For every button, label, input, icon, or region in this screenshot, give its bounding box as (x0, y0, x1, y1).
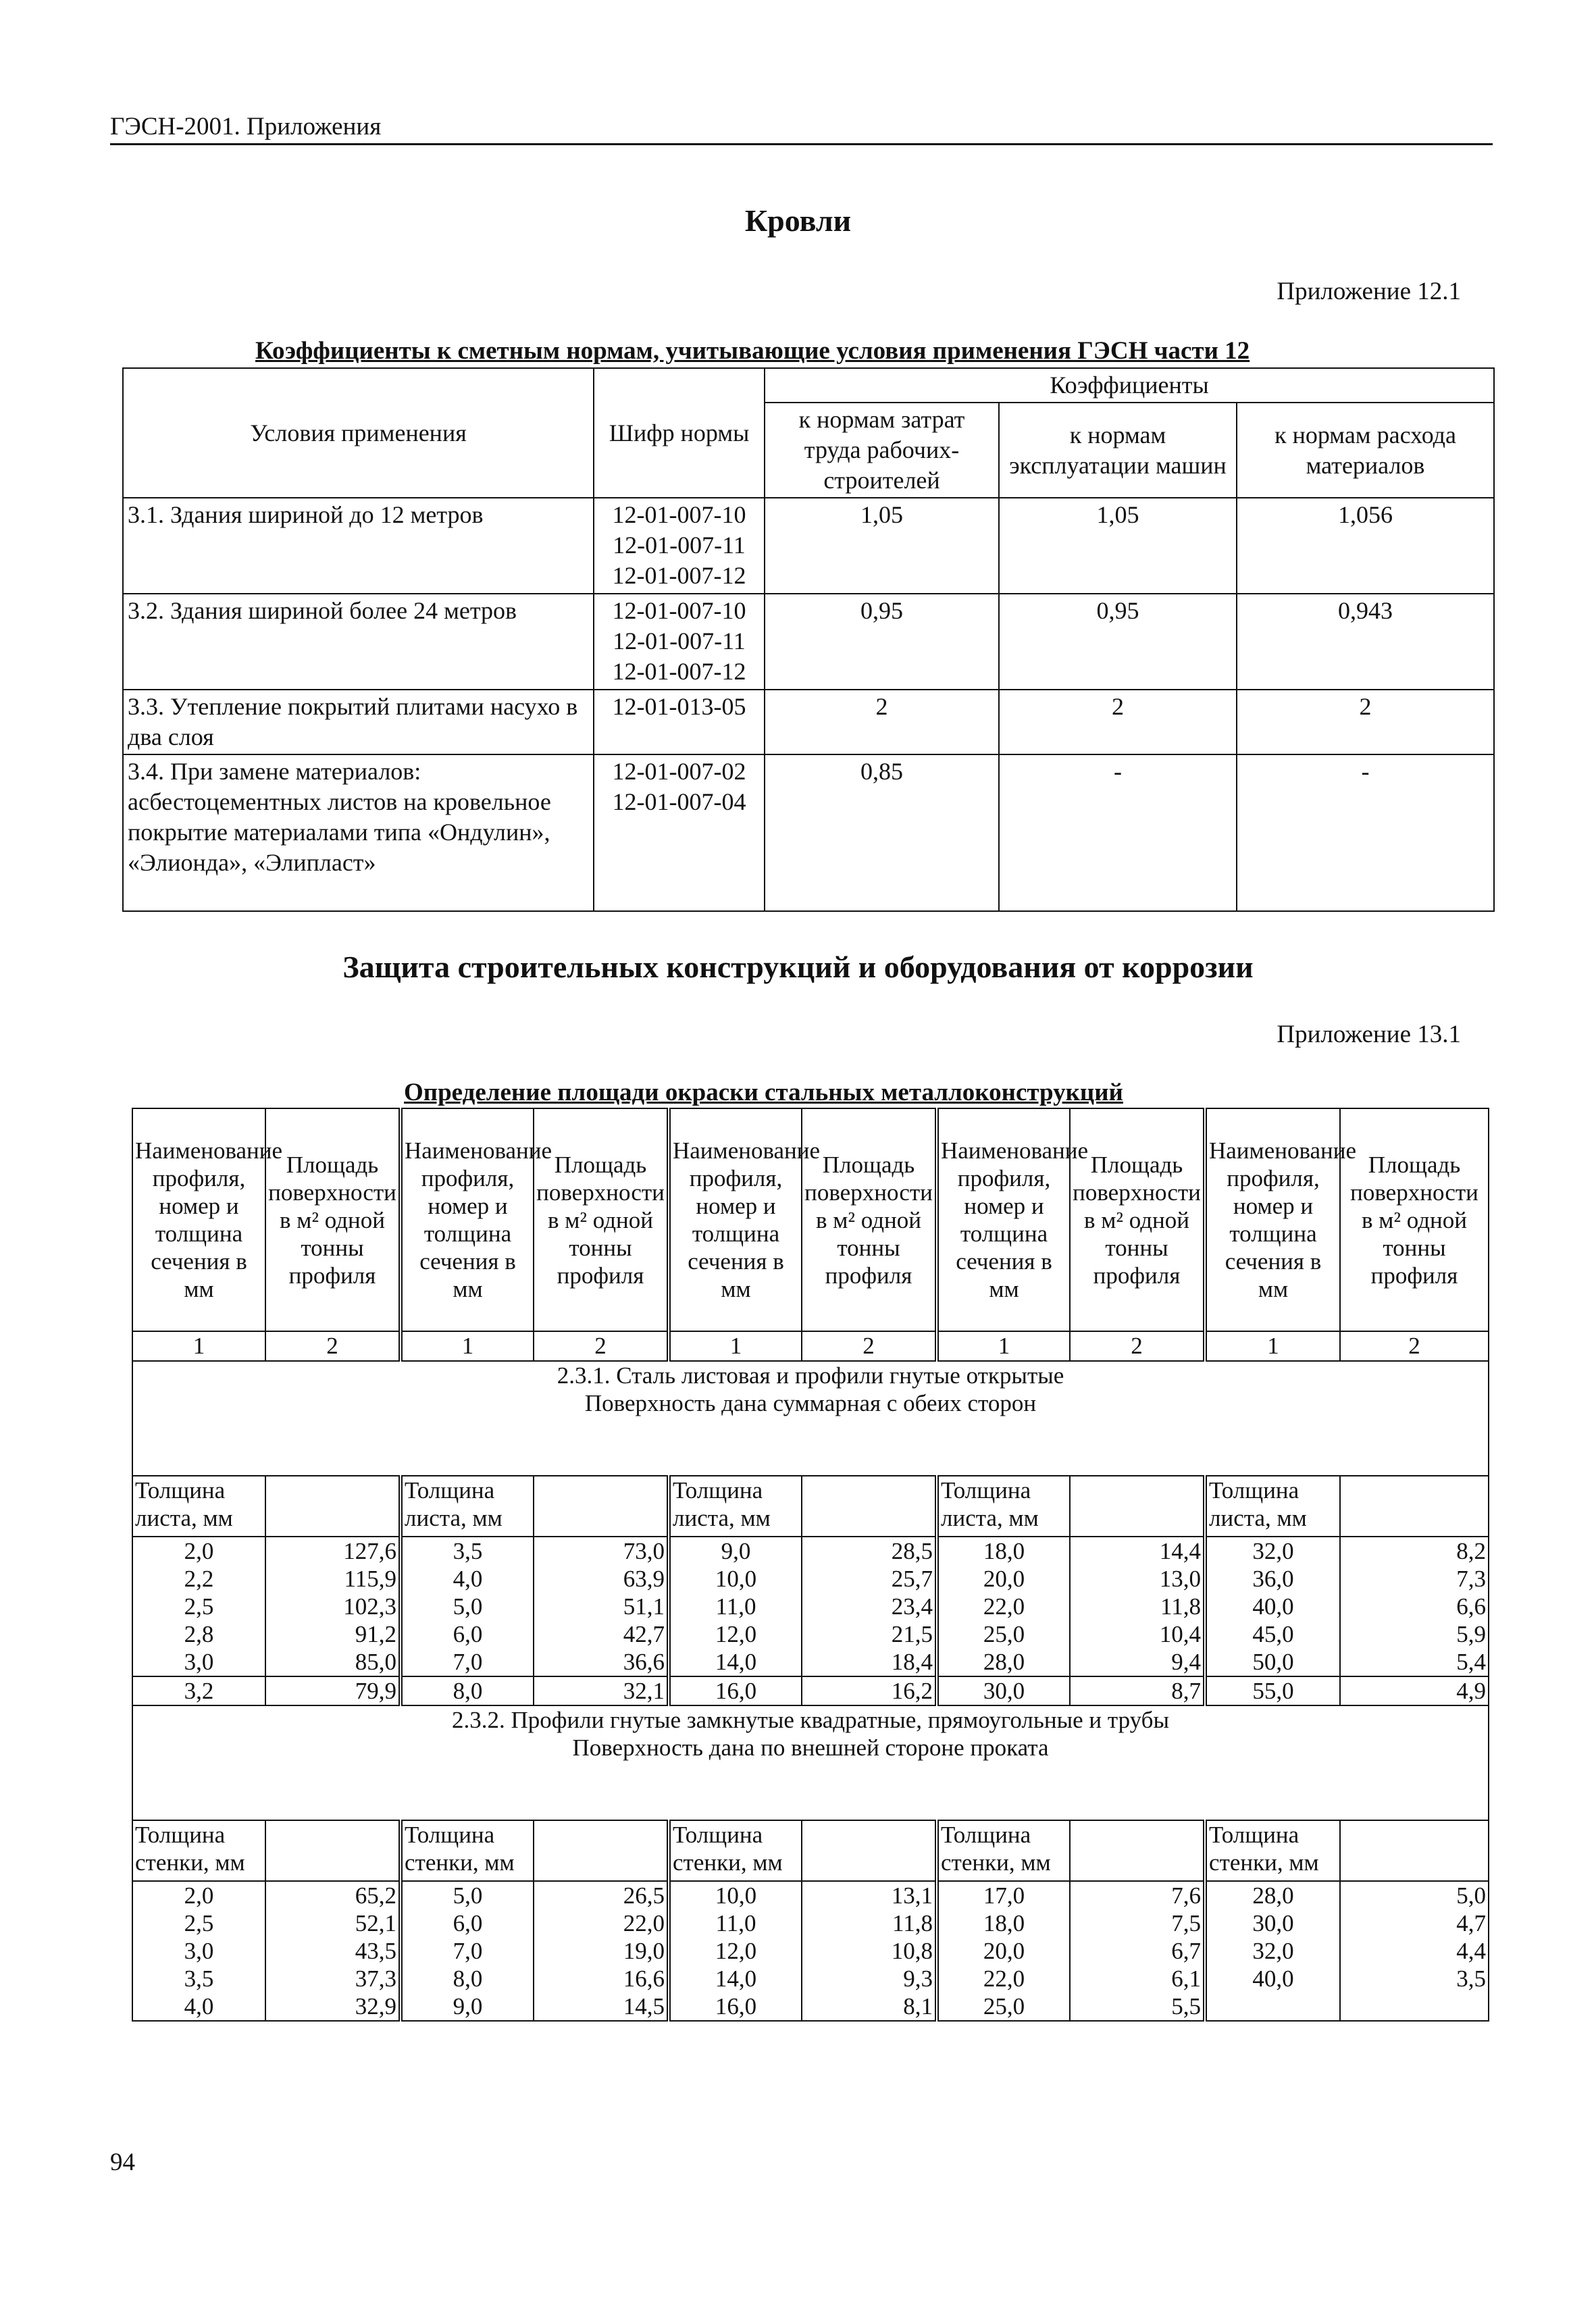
area-value: 22,0 (534, 1909, 669, 1937)
group-title: 2.3.1. Сталь листовая и профили гнутые открытые (557, 1362, 1064, 1389)
thickness-label: Толщина стенки, мм (401, 1820, 534, 1881)
table-row (132, 1648, 1489, 1676)
group-subtitle: Поверхность дана суммарная с обеих сторон (584, 1390, 1037, 1416)
area-value: 73,0 (534, 1537, 669, 1565)
thickness-value: 9,0 (669, 1537, 802, 1565)
labor-cell: 0,95 (765, 594, 999, 690)
area-value: 91,2 (265, 1620, 401, 1648)
header-surface-area: Площадь поверхности в м² одной тонны профиля (802, 1108, 937, 1331)
column-index: 1 (401, 1331, 534, 1361)
code-cell: 12-01-007-02 12-01-007-04 (594, 754, 765, 911)
area-value: 51,1 (534, 1593, 669, 1620)
thickness-label: Толщина листа, мм (669, 1476, 802, 1537)
machines-cell: 0,95 (999, 594, 1237, 690)
table-caption-painting-area: Определение площади окраски стальных металлоконструкций (404, 1079, 1123, 1106)
thickness-value: 32,0 (1205, 1937, 1340, 1965)
area-value: 19,0 (534, 1937, 669, 1965)
area-value: 32,9 (265, 1992, 401, 2021)
thickness-value: 18,0 (937, 1537, 1070, 1565)
area-value: 10,4 (1070, 1620, 1205, 1648)
area-value: 25,7 (802, 1565, 937, 1593)
thickness-value: 7,0 (401, 1648, 534, 1676)
area-value: 16,6 (534, 1965, 669, 1992)
header-conditions: Условия применения (123, 368, 594, 498)
header-surface-area: Площадь поверхности в м² одной тонны профиля (534, 1108, 669, 1331)
area-value: 115,9 (265, 1565, 401, 1593)
thickness-value: 8,0 (401, 1676, 534, 1705)
area-value: 7,3 (1340, 1565, 1489, 1593)
empty-cell (534, 1476, 669, 1537)
thickness-label: Толщина листа, мм (937, 1476, 1070, 1537)
column-index-row (132, 1331, 1489, 1361)
area-value: 9,3 (802, 1965, 937, 1992)
thickness-value: 5,0 (401, 1593, 534, 1620)
area-value: 5,9 (1340, 1620, 1489, 1648)
area-value: 4,7 (1340, 1909, 1489, 1937)
code-cell: 12-01-013-05 (594, 690, 765, 754)
header-labor: к нормам затрат труда рабочих-строителей (765, 403, 999, 498)
thickness-value: 3,5 (132, 1965, 265, 1992)
thickness-label: Толщина листа, мм (1205, 1476, 1340, 1537)
area-value: 7,6 (1070, 1881, 1205, 1909)
area-value: 42,7 (534, 1620, 669, 1648)
thickness-value: 10,0 (669, 1565, 802, 1593)
condition-cell: 3.4. При замене материалов: асбестоцементных листов на кровельное покрытие материалами типа «Ондулин», «Элионда», «Элипласт» (123, 754, 594, 911)
area-value (1340, 1992, 1489, 2021)
thickness-label: Толщина стенки, мм (132, 1820, 265, 1881)
thickness-label: Толщина листа, мм (132, 1476, 265, 1537)
page-number: 94 (110, 2149, 135, 2176)
area-value: 13,1 (802, 1881, 937, 1909)
area-value: 28,5 (802, 1537, 937, 1565)
group-title: 2.3.2. Профили гнутые замкнутые квадратные, прямоугольные и трубы (452, 1707, 1169, 1733)
table-row (132, 1593, 1489, 1620)
thickness-value: 30,0 (1205, 1909, 1340, 1937)
area-value: 9,4 (1070, 1648, 1205, 1676)
coefficients-table (122, 367, 1495, 912)
header-materials: к нормам расхода материалов (1237, 403, 1494, 498)
column-index: 2 (802, 1331, 937, 1361)
empty-cell (534, 1820, 669, 1881)
area-value: 65,2 (265, 1881, 401, 1909)
condition-cell: 3.1. Здания шириной до 12 метров (123, 498, 594, 594)
thickness-value: 20,0 (937, 1937, 1070, 1965)
thickness-value: 28,0 (937, 1648, 1070, 1676)
section-title-roofs: Кровли (744, 203, 852, 238)
thickness-value: 4,0 (401, 1565, 534, 1593)
table-row (132, 1937, 1489, 1965)
thickness-value: 14,0 (669, 1965, 802, 1992)
thickness-value: 2,5 (132, 1909, 265, 1937)
header-profile-name: Наименование профиля, номер и толщина сечения в мм (1205, 1108, 1340, 1331)
group-heading-open-profiles (132, 1361, 1489, 1476)
area-value: 5,5 (1070, 1992, 1205, 2021)
area-value: 6,7 (1070, 1937, 1205, 1965)
thickness-value: 55,0 (1205, 1676, 1340, 1705)
column-index: 2 (1340, 1331, 1489, 1361)
table-row (123, 754, 1494, 911)
table-row (132, 1965, 1489, 1992)
header-profile-name: Наименование профиля, номер и толщина сечения в мм (132, 1108, 265, 1331)
table-row (132, 1881, 1489, 1909)
thickness-value: 6,0 (401, 1620, 534, 1648)
table-row (132, 1565, 1489, 1593)
area-value: 7,5 (1070, 1909, 1205, 1937)
thickness-value: 5,0 (401, 1881, 534, 1909)
area-value: 5,0 (1340, 1881, 1489, 1909)
area-value: 36,6 (534, 1648, 669, 1676)
column-index: 1 (669, 1331, 802, 1361)
table-row (132, 1620, 1489, 1648)
area-value: 11,8 (1070, 1593, 1205, 1620)
column-index: 2 (534, 1331, 669, 1361)
header-code: Шифр нормы (594, 368, 765, 498)
group-subtitle: Поверхность дана по внешней стороне проката (572, 1734, 1049, 1761)
header-surface-area: Площадь поверхности в м² одной тонны профиля (1340, 1108, 1489, 1331)
area-value: 37,3 (265, 1965, 401, 1992)
thickness-label: Толщина листа, мм (401, 1476, 534, 1537)
header-profile-name: Наименование профиля, номер и толщина сечения в мм (937, 1108, 1070, 1331)
materials-cell: 2 (1237, 690, 1494, 754)
appendix-label-12: Приложение 12.1 (1277, 278, 1461, 305)
appendix-label-13: Приложение 13.1 (1277, 1021, 1461, 1048)
header-profile-name: Наименование профиля, номер и толщина сечения в мм (669, 1108, 802, 1331)
thickness-value: 6,0 (401, 1909, 534, 1937)
thickness-value: 12,0 (669, 1620, 802, 1648)
column-index: 1 (132, 1331, 265, 1361)
area-value: 18,4 (802, 1648, 937, 1676)
area-value: 32,1 (534, 1676, 669, 1705)
area-value: 5,4 (1340, 1648, 1489, 1676)
thickness-value: 12,0 (669, 1937, 802, 1965)
labor-cell: 2 (765, 690, 999, 754)
thickness-value: 45,0 (1205, 1620, 1340, 1648)
area-value: 10,8 (802, 1937, 937, 1965)
area-value: 8,2 (1340, 1537, 1489, 1565)
thickness-value: 3,0 (132, 1648, 265, 1676)
materials-cell: 1,056 (1237, 498, 1494, 594)
thickness-value: 2,5 (132, 1593, 265, 1620)
painting-area-table (132, 1108, 1489, 2022)
labor-cell: 1,05 (765, 498, 999, 594)
area-value: 11,8 (802, 1909, 937, 1937)
area-value: 4,9 (1340, 1676, 1489, 1705)
thickness-value: 3,0 (132, 1937, 265, 1965)
thickness-value: 22,0 (937, 1965, 1070, 1992)
table-row (123, 690, 1494, 754)
thickness-value: 30,0 (937, 1676, 1070, 1705)
thickness-value: 17,0 (937, 1881, 1070, 1909)
thickness-value: 40,0 (1205, 1965, 1340, 1992)
thickness-value: 2,0 (132, 1881, 265, 1909)
thickness-value: 16,0 (669, 1676, 802, 1705)
thickness-value: 18,0 (937, 1909, 1070, 1937)
header-coefficients: Коэффициенты (765, 368, 1494, 403)
header-profile-name: Наименование профиля, номер и толщина сечения в мм (401, 1108, 534, 1331)
group-label-row (132, 1476, 1489, 1537)
area-value: 43,5 (265, 1937, 401, 1965)
group-label-row (132, 1820, 1489, 1881)
code-cell: 12-01-007-10 12-01-007-11 12-01-007-12 (594, 498, 765, 594)
table-row (123, 498, 1494, 594)
thickness-label: Толщина стенки, мм (1205, 1820, 1340, 1881)
thickness-value: 32,0 (1205, 1537, 1340, 1565)
empty-cell (1340, 1820, 1489, 1881)
area-value: 23,4 (802, 1593, 937, 1620)
header-surface-area: Площадь поверхности в м² одной тонны профиля (1070, 1108, 1205, 1331)
area-value: 79,9 (265, 1676, 401, 1705)
empty-cell (1070, 1476, 1205, 1537)
table-row (132, 1909, 1489, 1937)
empty-cell (802, 1476, 937, 1537)
area-value: 26,5 (534, 1881, 669, 1909)
area-value: 14,5 (534, 1992, 669, 2021)
area-value: 14,4 (1070, 1537, 1205, 1565)
machines-cell: 1,05 (999, 498, 1237, 594)
thickness-value: 25,0 (937, 1992, 1070, 2021)
condition-cell: 3.2. Здания шириной более 24 метров (123, 594, 594, 690)
thickness-value: 14,0 (669, 1648, 802, 1676)
thickness-value: 28,0 (1205, 1881, 1340, 1909)
thickness-value: 22,0 (937, 1593, 1070, 1620)
machines-cell: - (999, 754, 1237, 911)
machines-cell: 2 (999, 690, 1237, 754)
empty-cell (1070, 1820, 1205, 1881)
group-heading-closed-profiles (132, 1705, 1489, 1820)
thickness-value: 2,2 (132, 1565, 265, 1593)
area-value: 13,0 (1070, 1565, 1205, 1593)
labor-cell: 0,85 (765, 754, 999, 911)
area-value: 63,9 (534, 1565, 669, 1593)
thickness-value: 2,8 (132, 1620, 265, 1648)
thickness-value: 25,0 (937, 1620, 1070, 1648)
thickness-value: 16,0 (669, 1992, 802, 2021)
area-value: 4,4 (1340, 1937, 1489, 1965)
area-value: 85,0 (265, 1648, 401, 1676)
thickness-value: 9,0 (401, 1992, 534, 2021)
column-index: 2 (1070, 1331, 1205, 1361)
table-row (132, 1992, 1489, 2021)
area-value: 102,3 (265, 1593, 401, 1620)
thickness-value: 11,0 (669, 1909, 802, 1937)
area-value: 52,1 (265, 1909, 401, 1937)
thickness-value: 20,0 (937, 1565, 1070, 1593)
header-surface-area: Площадь поверхности в м² одной тонны профиля (265, 1108, 401, 1331)
table-row (132, 1537, 1489, 1565)
area-value: 6,6 (1340, 1593, 1489, 1620)
thickness-value: 10,0 (669, 1881, 802, 1909)
column-index: 1 (937, 1331, 1070, 1361)
thickness-value: 40,0 (1205, 1593, 1340, 1620)
area-value: 21,5 (802, 1620, 937, 1648)
empty-cell (1340, 1476, 1489, 1537)
table-caption-coefficients: Коэффициенты к сметным нормам, учитывающие условия применения ГЭСН части 12 (255, 337, 1250, 365)
thickness-value: 36,0 (1205, 1565, 1340, 1593)
empty-cell (802, 1820, 937, 1881)
materials-cell: 0,943 (1237, 594, 1494, 690)
area-value: 6,1 (1070, 1965, 1205, 1992)
area-value: 8,1 (802, 1992, 937, 2021)
thickness-label: Толщина стенки, мм (937, 1820, 1070, 1881)
section-title-corrosion: Защита строительных конструкций и оборудования от коррозии (342, 950, 1254, 984)
area-value: 8,7 (1070, 1676, 1205, 1705)
header-divider (110, 143, 1493, 145)
area-value: 16,2 (802, 1676, 937, 1705)
thickness-value: 4,0 (132, 1992, 265, 2021)
thickness-value: 7,0 (401, 1937, 534, 1965)
thickness-value: 3,5 (401, 1537, 534, 1565)
condition-cell: 3.3. Утепление покрытий плитами насухо в два слоя (123, 690, 594, 754)
header-machines: к нормам эксплуатации машин (999, 403, 1237, 498)
thickness-value: 2,0 (132, 1537, 265, 1565)
materials-cell: - (1237, 754, 1494, 911)
thickness-value (1205, 1992, 1340, 2021)
document-header: ГЭСН-2001. Приложения (110, 113, 382, 140)
code-cell: 12-01-007-10 12-01-007-11 12-01-007-12 (594, 594, 765, 690)
empty-cell (265, 1820, 401, 1881)
area-value: 3,5 (1340, 1965, 1489, 1992)
thickness-value: 50,0 (1205, 1648, 1340, 1676)
table-row (132, 1676, 1489, 1705)
thickness-value: 3,2 (132, 1676, 265, 1705)
column-index: 1 (1205, 1331, 1340, 1361)
column-index: 2 (265, 1331, 401, 1361)
area-value: 127,6 (265, 1537, 401, 1565)
thickness-value: 8,0 (401, 1965, 534, 1992)
empty-cell (265, 1476, 401, 1537)
thickness-label: Толщина стенки, мм (669, 1820, 802, 1881)
thickness-value: 11,0 (669, 1593, 802, 1620)
table-row (123, 594, 1494, 690)
